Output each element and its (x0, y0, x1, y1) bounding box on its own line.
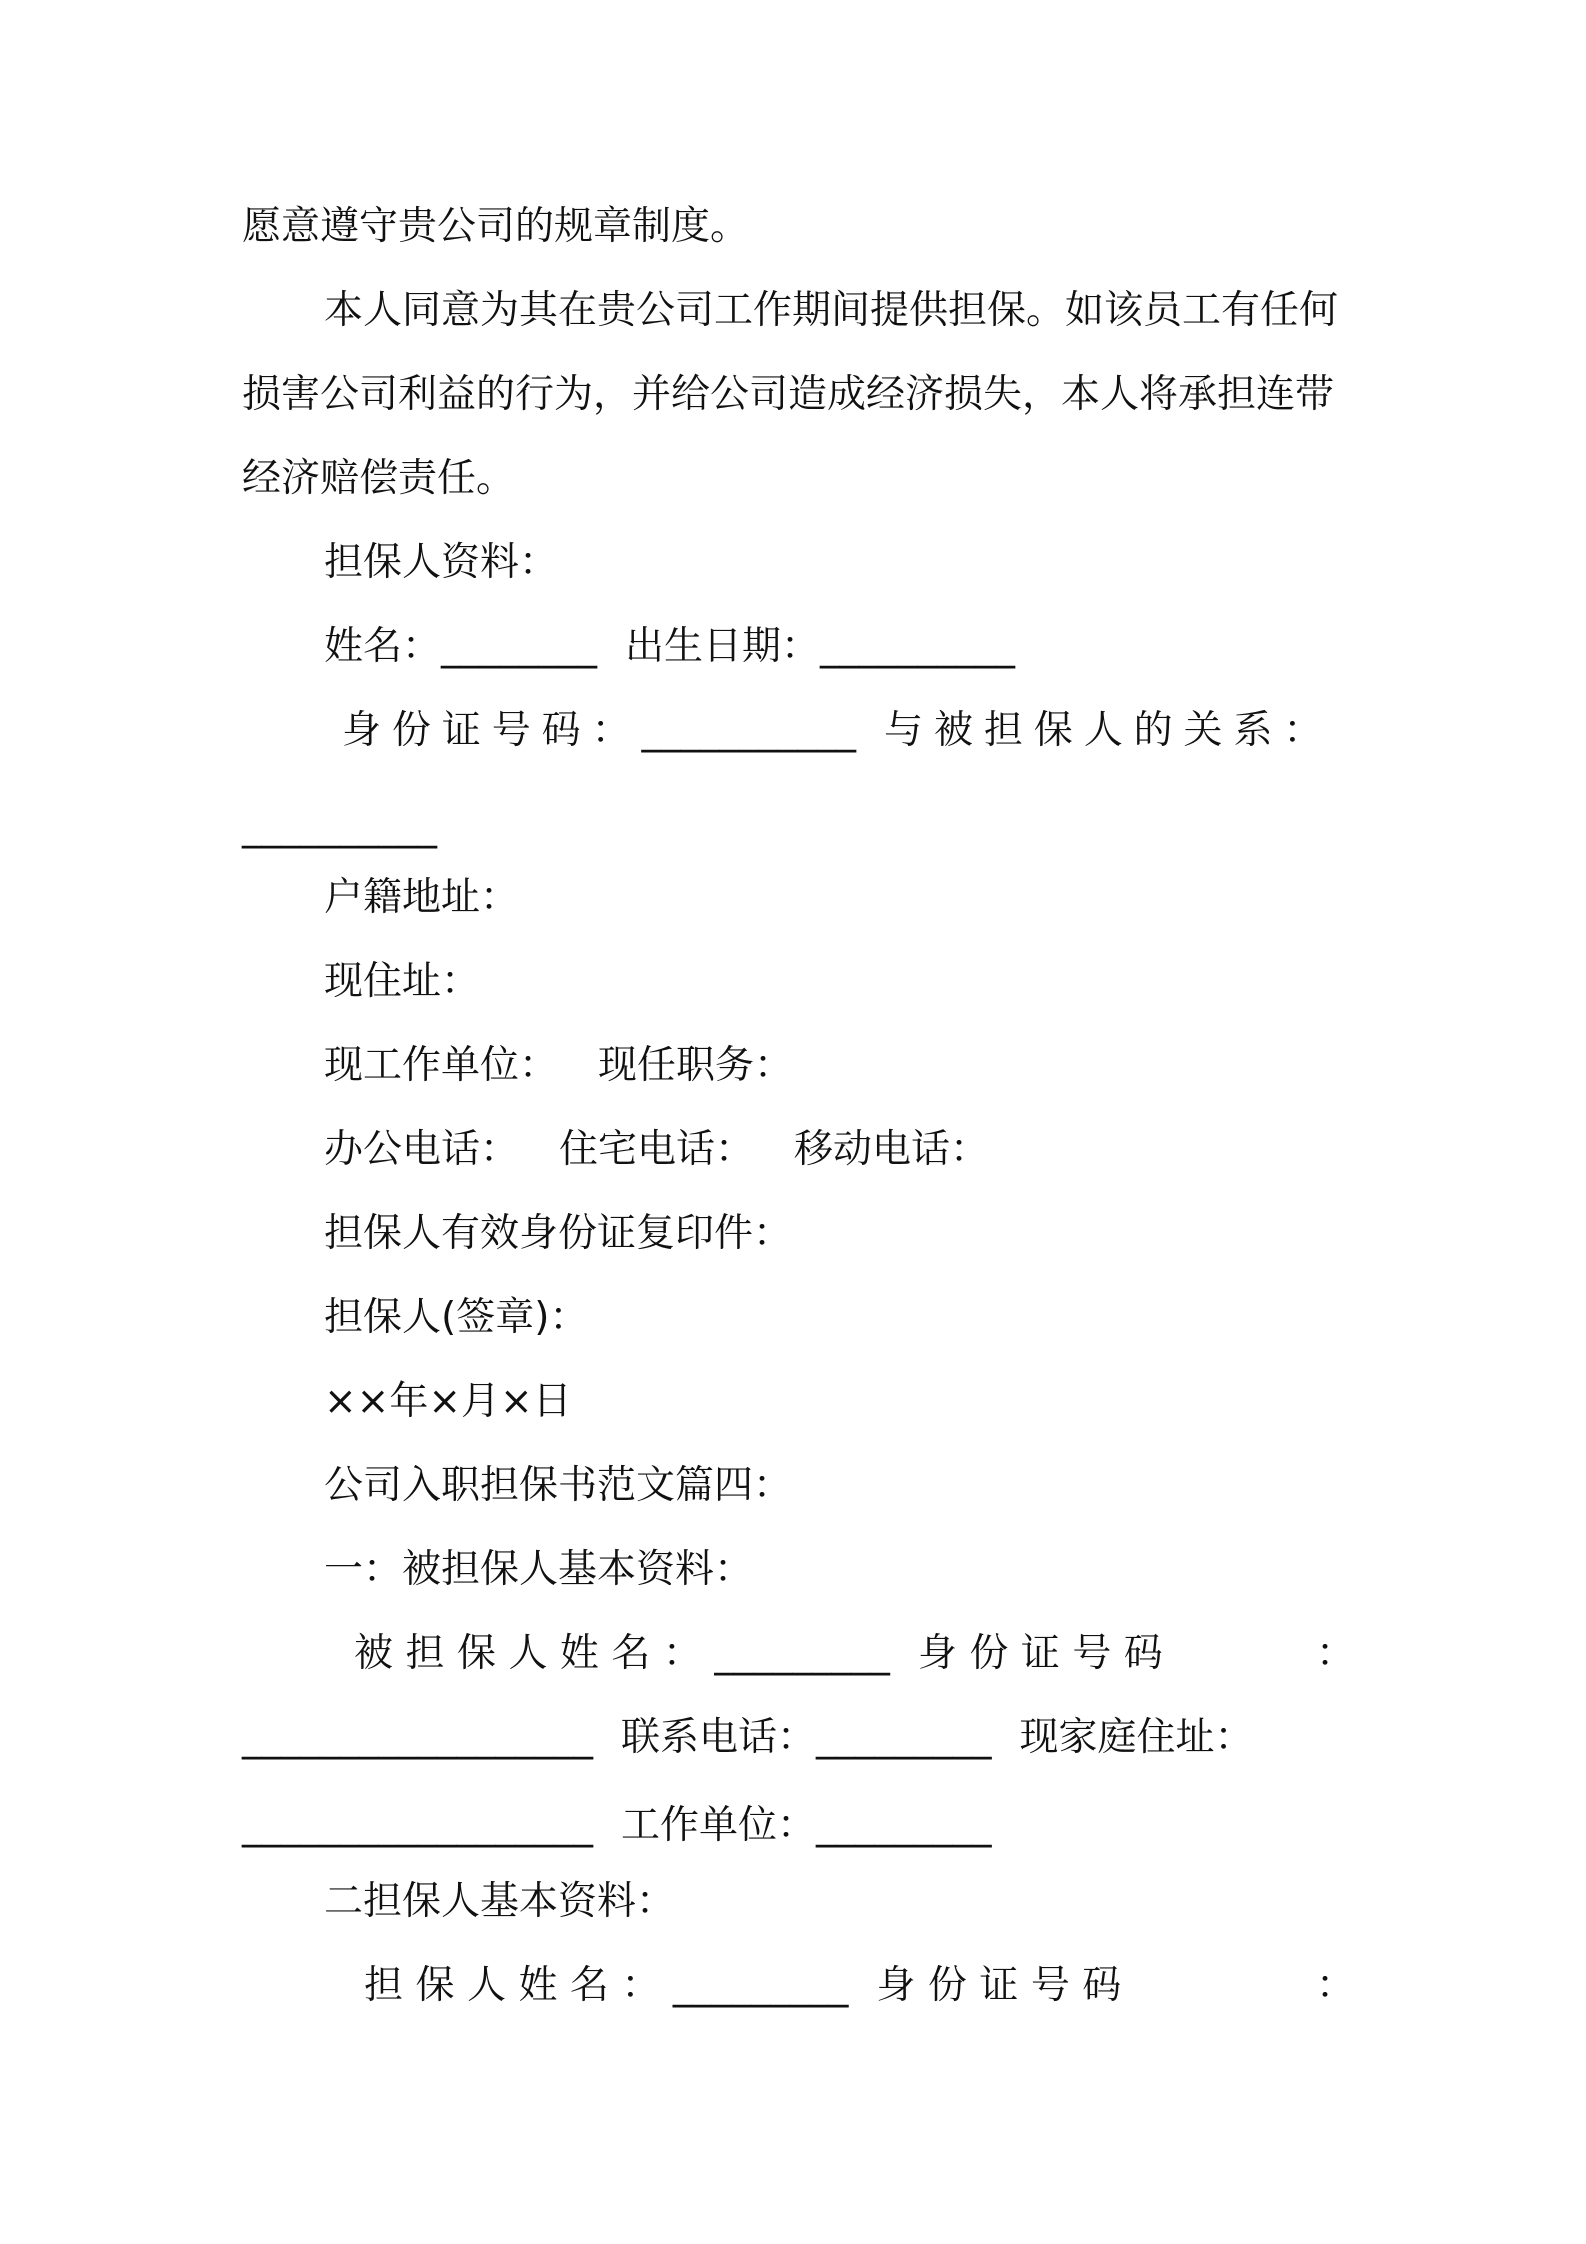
guaranteed-phone-line (242, 1714, 1254, 1762)
work-unit-label: 现工作单位： (324, 1043, 559, 1088)
guaranteed-work-label: 工作单位： (621, 1803, 817, 1848)
office-phone-label: 办公电话： (324, 1127, 520, 1172)
id-relation-line (342, 707, 1333, 755)
id-label: 身份证号码： (342, 708, 642, 753)
guarantor2-name-blank: _________ (672, 1963, 849, 2008)
guaranteed-name-blank: _________ (714, 1631, 890, 1676)
guaranteed-id-label: 身份证号码 (917, 1631, 1176, 1676)
household-address: 户籍地址： (324, 875, 520, 920)
guaranteed-phone-label: 联系电话： (621, 1715, 817, 1760)
relation-blank: __________ (242, 804, 437, 849)
birth-label: 出生日期： (625, 624, 821, 669)
guaranteed-address-label: 现家庭住址： (1019, 1715, 1254, 1760)
guarantor-info-heading: 担保人资料： (324, 540, 559, 585)
mobile-label: 移动电话： (794, 1127, 990, 1172)
section-title: 公司入职担保书范文篇四： (324, 1463, 793, 1508)
name-birth-line (324, 623, 1015, 671)
current-address: 现住址： (324, 959, 481, 1004)
id-blank: ___________ (641, 708, 857, 753)
guaranteed-work-blank: _________ (816, 1803, 992, 1848)
position-label: 现任职务： (598, 1043, 794, 1088)
guaranteed-name-label: 被担保人姓名： (354, 1631, 715, 1676)
home-phone-label: 住宅电话： (559, 1127, 755, 1172)
guarantor2-name-id-line (364, 1962, 1134, 2010)
text-line-4: 经济赔偿责任。 (242, 456, 516, 501)
signature-line: 担保人(签章)： (324, 1295, 589, 1340)
birth-blank: __________ (820, 624, 1016, 669)
text-line-3: 损害公司利益的行为，并给公司造成经济损失，本人将承担连带 (242, 372, 1335, 417)
phone-line (324, 1126, 989, 1174)
name-blank: ________ (441, 624, 598, 669)
name-label: 姓名： (324, 624, 442, 669)
date-line: ××年×月×日 (324, 1379, 572, 1424)
text-line-2: 本人同意为其在贵公司工作期间提供担保。如该员工有任何 (324, 288, 1339, 333)
guaranteed-address-blank: __________________ (242, 1803, 593, 1848)
guaranteed-id-blank: __________________ (242, 1715, 593, 1760)
text-line-1: 愿意遵守贵公司的规章制度。 (242, 204, 750, 249)
guarantor2-name-label: 担保人姓名： (364, 1963, 673, 2008)
guarantor2-id-colon: ： (1316, 1963, 1356, 2008)
work-position-line (324, 1042, 793, 1090)
id-copy-line: 担保人有效身份证复印件： (324, 1211, 793, 1256)
guaranteed-work-line (242, 1802, 992, 1850)
section-two-heading: 二担保人基本资料： (324, 1879, 676, 1924)
guaranteed-name-id-line (354, 1630, 1175, 1678)
guarantor2-id-label: 身份证号码 (876, 1963, 1134, 2008)
guaranteed-phone-blank: _________ (816, 1715, 992, 1760)
guaranteed-id-colon: ： (1316, 1631, 1356, 1676)
section-one-heading: 一：被担保人基本资料： (324, 1547, 754, 1592)
relation-label: 与被担保人的关系： (884, 708, 1334, 753)
